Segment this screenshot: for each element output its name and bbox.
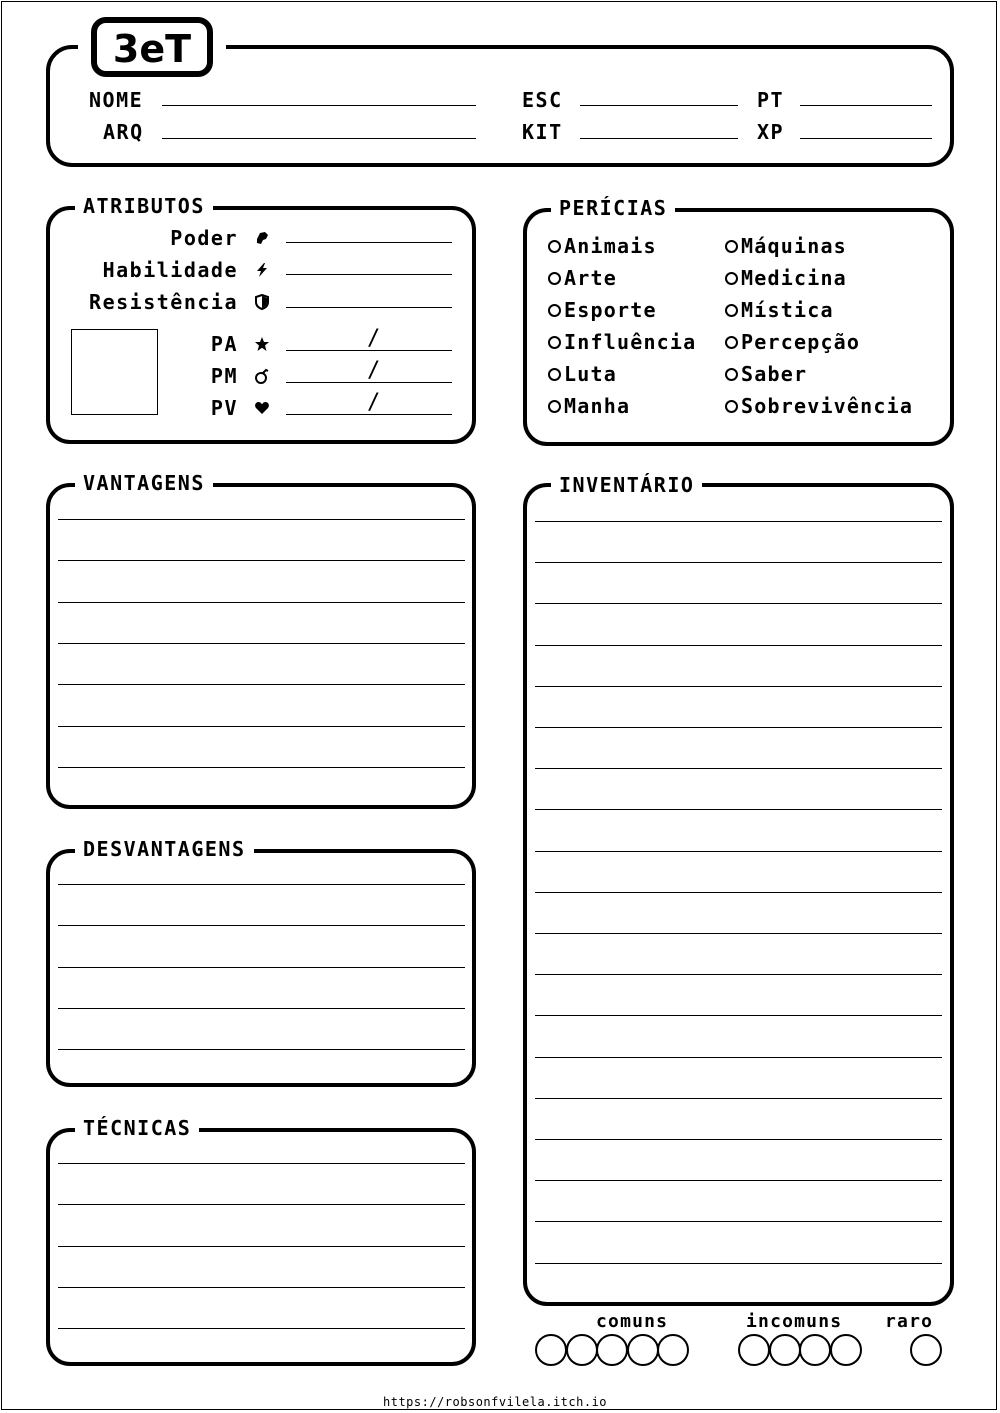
logo <box>78 14 226 80</box>
tecnicas-line[interactable] <box>58 1163 465 1164</box>
vantagens-line[interactable] <box>58 684 465 685</box>
tecnicas-title: TÉCNICAS <box>75 1116 199 1140</box>
desvantagens-line[interactable] <box>58 1008 465 1009</box>
pericias-title: PERÍCIAS <box>551 196 675 220</box>
fist-icon <box>254 230 270 246</box>
coin-label-incomuns: incomuns <box>746 1311 843 1332</box>
logo-text: 3eT <box>112 27 192 71</box>
desvantagens-line[interactable] <box>58 1049 465 1050</box>
skill-item[interactable] <box>725 362 807 386</box>
skill-item[interactable] <box>725 298 834 322</box>
logo-mark <box>78 14 226 80</box>
inventario-line[interactable] <box>535 1098 942 1099</box>
skill-checkbox[interactable] <box>548 304 561 317</box>
coin-checkbox-comuns[interactable] <box>535 1334 567 1366</box>
star-icon <box>254 336 270 352</box>
inventario-line[interactable] <box>535 1015 942 1016</box>
skill-label: Animais <box>564 234 657 258</box>
inventario-line[interactable] <box>535 809 942 810</box>
skill-checkbox[interactable] <box>725 336 738 349</box>
skill-item[interactable] <box>725 394 913 418</box>
inventario-line[interactable] <box>535 1263 942 1264</box>
field-input-xp[interactable] <box>800 138 932 139</box>
skill-label: Manha <box>564 394 631 418</box>
vantagens-line[interactable] <box>58 519 465 520</box>
field-input-arq[interactable] <box>162 138 476 139</box>
coin-checkbox-comuns[interactable] <box>596 1334 628 1366</box>
coin-checkbox-raro[interactable] <box>910 1334 942 1366</box>
skill-label: Percepção <box>741 330 861 354</box>
tecnicas-line[interactable] <box>58 1204 465 1205</box>
resource-label-pa: PA <box>210 332 238 356</box>
stat-input-poder[interactable] <box>286 242 452 243</box>
stat-label-resistencia: Resistência <box>89 290 238 314</box>
vantagens-box <box>46 483 476 809</box>
skill-label: Máquinas <box>741 234 847 258</box>
resource-separator-pv: / <box>367 390 381 415</box>
vantagens-line[interactable] <box>58 560 465 561</box>
tecnicas-line[interactable] <box>58 1246 465 1247</box>
stat-label-habilidade: Habilidade <box>102 258 238 282</box>
desvantagens-line[interactable] <box>58 967 465 968</box>
skill-label: Sobrevivência <box>741 394 914 418</box>
coin-checkbox-comuns[interactable] <box>566 1334 598 1366</box>
resource-label-pv: PV <box>210 396 238 420</box>
field-label-kit: KIT <box>522 120 563 144</box>
skill-label: Luta <box>564 362 617 386</box>
skill-label: Medicina <box>741 266 847 290</box>
field-label-arq: ARQ <box>103 120 144 144</box>
inventario-line[interactable] <box>535 1057 942 1058</box>
desvantagens-line[interactable] <box>58 884 465 885</box>
skill-checkbox[interactable] <box>548 272 561 285</box>
skill-checkbox[interactable] <box>548 400 561 413</box>
stat-label-poder: Poder <box>170 226 238 250</box>
skill-label: Esporte <box>564 298 657 322</box>
skill-label: Saber <box>741 362 808 386</box>
inventario-title: INVENTÁRIO <box>551 473 702 497</box>
skill-label: Arte <box>564 266 617 290</box>
skill-item[interactable] <box>548 330 696 354</box>
inventario-line[interactable] <box>535 974 942 975</box>
coin-checkbox-incomuns[interactable] <box>769 1334 801 1366</box>
resource-separator-pm: / <box>367 358 381 383</box>
skill-checkbox[interactable] <box>725 400 738 413</box>
field-label-esc: ESC <box>522 88 563 112</box>
field-label-xp: XP <box>757 120 785 144</box>
field-label-pt: PT <box>757 88 785 112</box>
field-input-pt[interactable] <box>800 105 932 106</box>
shield-icon <box>254 294 270 310</box>
atributos-title: ATRIBUTOS <box>75 194 213 218</box>
skill-checkbox[interactable] <box>548 240 561 253</box>
coin-checkbox-incomuns[interactable] <box>738 1334 770 1366</box>
resource-label-pm: PM <box>210 364 238 388</box>
desvantagens-title: DESVANTAGENS <box>75 837 254 861</box>
inventario-box <box>523 483 954 1306</box>
inventario-line[interactable] <box>535 727 942 728</box>
skill-item[interactable] <box>548 362 617 386</box>
coin-checkbox-comuns[interactable] <box>627 1334 659 1366</box>
stat-input-habilidade[interactable] <box>286 274 452 275</box>
coin-checkbox-comuns[interactable] <box>657 1334 689 1366</box>
portrait-box[interactable] <box>71 329 158 415</box>
vantagens-title: VANTAGENS <box>75 471 213 495</box>
coin-label-raro: raro <box>885 1311 934 1332</box>
field-input-esc[interactable] <box>580 105 738 106</box>
vantagens-line[interactable] <box>58 602 465 603</box>
coin-label-comuns: comuns <box>596 1311 669 1332</box>
stat-input-resistencia[interactable] <box>286 307 452 308</box>
skill-item[interactable] <box>725 266 847 290</box>
skill-checkbox[interactable] <box>548 336 561 349</box>
inventario-line[interactable] <box>535 851 942 852</box>
desvantagens-line[interactable] <box>58 925 465 926</box>
field-label-nome: NOME <box>89 88 144 112</box>
skill-checkbox[interactable] <box>725 368 738 381</box>
inventario-line[interactable] <box>535 1139 942 1140</box>
heart-icon <box>254 400 270 416</box>
skill-label: Mística <box>741 298 834 322</box>
field-input-nome[interactable] <box>162 105 476 106</box>
inventario-line[interactable] <box>535 686 942 687</box>
skill-item[interactable] <box>725 234 847 258</box>
coin-checkbox-incomuns[interactable] <box>830 1334 862 1366</box>
inventario-line[interactable] <box>535 603 942 604</box>
skill-checkbox[interactable] <box>725 240 738 253</box>
skill-item[interactable] <box>548 266 617 290</box>
tecnicas-line[interactable] <box>58 1328 465 1329</box>
field-input-kit[interactable] <box>580 138 738 139</box>
skill-item[interactable] <box>548 394 630 418</box>
inventario-line[interactable] <box>535 521 942 522</box>
inventario-line[interactable] <box>535 562 942 563</box>
skill-checkbox[interactable] <box>725 272 738 285</box>
lightning-icon <box>254 262 270 278</box>
tecnicas-line[interactable] <box>58 1287 465 1288</box>
footer-url[interactable]: https://robsonfvilela.itch.io <box>383 1395 608 1409</box>
resource-separator-pa: / <box>367 326 381 351</box>
vantagens-line[interactable] <box>58 643 465 644</box>
skill-item[interactable] <box>548 298 657 322</box>
inventario-line[interactable] <box>535 1221 942 1222</box>
skill-item[interactable] <box>548 234 657 258</box>
skill-label: Influência <box>564 330 697 354</box>
inventario-line[interactable] <box>535 1180 942 1181</box>
coin-checkbox-incomuns[interactable] <box>799 1334 831 1366</box>
inventario-line[interactable] <box>535 933 942 934</box>
inventario-line[interactable] <box>535 768 942 769</box>
vantagens-line[interactable] <box>58 726 465 727</box>
inventario-line[interactable] <box>535 892 942 893</box>
skill-checkbox[interactable] <box>548 368 561 381</box>
inventario-line[interactable] <box>535 645 942 646</box>
skill-item[interactable] <box>725 330 860 354</box>
mana-bomb-icon <box>254 368 270 384</box>
vantagens-line[interactable] <box>58 767 465 768</box>
skill-checkbox[interactable] <box>725 304 738 317</box>
